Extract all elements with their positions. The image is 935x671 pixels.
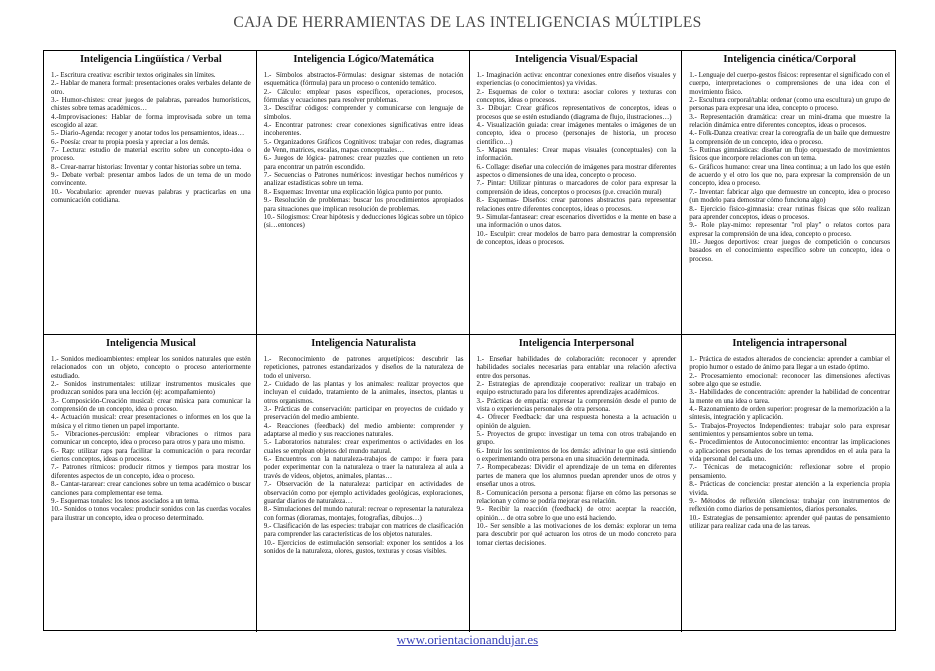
list-item: 3.- Dibujar: Crear gráficos representativos de conceptos, ideas o procesos que se estén estudiando (diagrama de flujo, ilustraciones…) bbox=[476, 104, 677, 121]
list-item: 2.- Escultura corporal/tabla: ordenar (como una escultura) un grupo de personas para expresar una idea, concepto o proceso. bbox=[689, 96, 890, 113]
list-item: 1.- Reconocimiento de patrones arquetípicos: descubrir las repeticiones, patrones estandarizados y diseños de la naturaleza de todo el universo. bbox=[263, 355, 464, 380]
cell-heading: Inteligencia cinética/Corporal bbox=[723, 54, 856, 65]
list-item: 9.- Clasificación de las especies: trabajar con matrices de clasificación para comprender las características de los objetos naturales. bbox=[263, 521, 464, 539]
list-item: 9.- Métodos de reflexión silenciosa: trabajar con instrumentos de reflexión como diarios de pensamientos, diarios personales. bbox=[689, 496, 890, 514]
list-item: 1.- Práctica de estados alterados de conciencia: aprender a cambiar el propio humor o estado de ánimo para llegar a un estado óptimo. bbox=[689, 355, 890, 372]
list-item: 3.- Descifrar códigos: comprender y comunicarse con lenguaje de símbolos. bbox=[263, 104, 464, 121]
list-item: 4.- Actuación musical: crear presentaciones o informes en los que la música y el ritmo tienen un papel importante. bbox=[51, 413, 251, 430]
list-item: 9.- Debate verbal: presentar ambos lados de un tema de un modo convincente. bbox=[51, 171, 251, 188]
list-item: 2.- Esquemas de color o textura: asociar colores y texturas con conceptos, ideas o procesos. bbox=[476, 87, 677, 105]
list-item: 8.- Crear-narrar historias: Inventar y contar historias sobre un tema. bbox=[51, 162, 242, 171]
list-item: 5.- Laboratorios naturales: crear experimentos o actividades en los cuales se emplean objetos del mundo natural. bbox=[263, 438, 464, 455]
list-item: 9.- Recibir la reacción (feedback) de otro: aceptar la reacción, opinión… de otra sobre lo que uno está haciendo. bbox=[476, 505, 677, 522]
list-item: 2.- Sonidos instrumentales: utilizar instrumentos musicales que produzcan sonidos para una lección (ej: acompañamiento) bbox=[51, 380, 251, 397]
list-item: 6.- Collage: diseñar una colección de imágenes para mostrar diferentes aspectos o dimensiones de una idea, concepto o proceso. bbox=[476, 162, 677, 180]
footer-link[interactable]: www.orientacionandujar.es bbox=[396, 632, 539, 647]
list-item: 8.- Cantar-tararear: crear canciones sobre un tema académico o buscar canciones para complementar ese tema. bbox=[51, 480, 251, 497]
list-item: 10.- Ejercicios de estimulación sensorial: exponer los sentidos a los sonidos de la naturaleza, olores, gustos, texturas y cosas visibles. bbox=[263, 538, 464, 555]
list-item: 9.- Esquemas tonales: los tonos asociados a un tema. bbox=[51, 496, 200, 505]
list-item: 8.- Simulaciones del mundo natural: recrear o representar la naturaleza con formas (dioramas, montajes, fotografías, dibujos…) bbox=[263, 505, 464, 522]
cell-heading: Inteligencia Interpersonal bbox=[518, 338, 634, 349]
cell-heading: Inteligencia Visual/Espacial bbox=[515, 54, 638, 65]
list-item: 1.- Escritura creativa: escribir textos originales sin límites. bbox=[51, 71, 216, 79]
list-item: 7.- Observación de la naturaleza: participar en actividades de observación como por ejemplo actividades geológicas, exploraciones, guardar diarios de naturaleza… bbox=[263, 480, 464, 505]
list-item: 10.- Silogismos: Crear hipótesis y deducciones lógicas sobre un tópico (si…entonces) bbox=[263, 212, 464, 230]
cell-naturalista bbox=[257, 335, 470, 632]
cell-heading: Inteligencia Lógico/Matemática bbox=[293, 54, 434, 65]
cell-heading: Inteligencia Musical bbox=[105, 338, 196, 349]
cell-visual-espacial bbox=[470, 51, 683, 335]
list-item: 6.- Rap: utilizar raps para facilitar la comunicación o para recordar ciertos conceptos, ideas o procesos. bbox=[51, 446, 251, 464]
list-item: 3.- Prácticas de conservación: participar en proyectos de cuidado y preservación del medio ambiente. bbox=[263, 405, 464, 422]
cell-heading: Inteligencia Lingüística / Verbal bbox=[80, 54, 222, 65]
list-item: 8.- Esquemas- Diseños: crear patrones abstractos para representar relaciones entre diferentes conceptos, ideas o procesos. bbox=[476, 196, 677, 213]
list-item: 7.- Pintar: Utilizar pinturas o marcadores de color para expresar la comprensión de ideas, conceptos o procesos (p.e. creación mural) bbox=[476, 179, 677, 196]
list-item: 3.- Prácticas de empatía: expresar la comprensión desde el punto de vista o experiencias personales de otra persona. bbox=[476, 396, 677, 414]
list-item: 4.-Improvisaciones: Hablar de forma improvisada sobre un tema escogido al azar. bbox=[51, 112, 251, 130]
list-item: 5.- Trabajos-Proyectos Independientes: trabajar solo para expresar sentimientos y pensamientos sobre un tema. bbox=[689, 421, 890, 439]
list-item: 3.- Composición-Creación musical: crear música para comunicar la comprensión de un concepto, idea o proceso. bbox=[51, 396, 251, 414]
list-item: 2.- Hablar de manera formal: presentaciones orales verbales delante de otro. bbox=[51, 79, 251, 96]
list-item: 4.- Razonamiento de orden superior: progresar de la memorización a la síntesis, integración y aplicación. bbox=[689, 405, 890, 422]
list-item: 1.- Símbolos abstractos-Fórmulas: designar sistemas de notación esquemática (fórmula) para un proceso o contenido temático. bbox=[263, 71, 464, 88]
list-item: 5.- Organizadores Gráficos Cognitivos: trabajar con redes, diagramas de Venn, matrices, escalas, mapas conceptuales… bbox=[263, 137, 464, 155]
list-item: 5.- Vibraciones-percusión: emplear vibraciones o ritmos para comunicar un concepto, idea o proceso para otros y para uno mismo. bbox=[51, 430, 251, 447]
list-item: 1.- Imaginación activa: encontrar conexiones entre diseños visuales y experiencias (o conocimientos) ya vividas. bbox=[476, 71, 677, 88]
list-item: 8.- Prácticas de conciencia: prestar atención a la experiencia propia vivida. bbox=[689, 480, 890, 497]
cell-cinetica-corporal bbox=[682, 51, 895, 335]
list-item: 6.- Intuir los sentimientos de los demás: adivinar lo que está sintiendo o experimentando otra persona en una situación determinada. bbox=[476, 446, 677, 464]
list-item: 9.- Simular-fantasear: crear escenarios divertidos e la mente en base a una información o unos datos. bbox=[476, 212, 677, 230]
cell-heading: Inteligencia Naturalista bbox=[311, 338, 416, 349]
list-item: 5.- Proyectos de grupo: investigar un tema con otros trabajando en grupo. bbox=[476, 430, 677, 447]
list-item: 6.- Juegos de lógica- patrones: crear puzzles que contienen un reto para encontrar un patrón escondido. bbox=[263, 154, 464, 171]
list-item: 1.- Enseñar habilidades de colaboración: reconocer y aprender habilidades sociales necesarias para entablar una relación afectiva entre dos personas. bbox=[476, 355, 677, 380]
list-item: 7.- Patrones rítmicos: producir ritmos y tiempos para mostrar los diferentes aspectos de un concepto, idea o proceso. bbox=[51, 463, 251, 480]
list-item: 7.- Inventar: fabricar algo que demuestre un concepto, idea o proceso (un modelo para demostrar cómo funciona algo) bbox=[689, 187, 890, 205]
list-item: 7.- Técnicas de metacognición: reflexionar sobre el propio pensamiento. bbox=[689, 463, 890, 480]
list-item: 9.- Resolución de problemas: buscar los procedimientos apropiados para situaciones que implican resolución de problemas. bbox=[263, 196, 464, 213]
list-item: 3.- Habilidades de concentración: aprender la habilidad de concentrar la mente en una idea o tarea. bbox=[689, 388, 890, 405]
list-item: 2.- Cuidado de las plantas y los animales: realizar proyectos que incluyan el cuidado, tratamiento de la animales, insectos, plantas u otros organismos. bbox=[263, 380, 464, 405]
cell-intrapersonal bbox=[682, 335, 895, 632]
list-item: 3.- Humor-chistes: crear juegos de palabras, pareados humorísticos, chistes sobre temas académicos… bbox=[51, 96, 251, 113]
list-item: 6.- Procedimientos de Autoconocimiento: encontrar las implicaciones o aplicaciones personales de los temas aprendidos en el aula para la vida personal del cada uno. bbox=[689, 438, 890, 464]
cell-musical bbox=[44, 335, 257, 632]
cell-interpersonal bbox=[470, 335, 683, 632]
list-item: 7.- Lectura: estudio de material escrito sobre un concepto-idea o proceso. bbox=[51, 146, 251, 163]
list-item: 9.- Role play-mimo: representar "rol play" o relatos cortos para expresar la comprensión de una idea, concepto o proceso. bbox=[689, 221, 890, 238]
list-item: 4.- Reacciones (feedback) del medio ambiente: comprender y adaptarse al medio y sus reacciones naturales. bbox=[263, 421, 464, 439]
list-item: 10.- Juegos deportivos: crear juegos de competición o concursos basados en el conocimiento específico sobre un concepto, idea o proceso. bbox=[689, 237, 890, 263]
list-item: 4.- Folk-Danza creativa: crear la coreografía de un baile que demuestre la comprensión de un concepto, idea o proceso. bbox=[689, 129, 890, 146]
list-item: 2.- Cálculo: emplear pasos específicos, operaciones, procesos, fórmulas y ecuaciones para resolver problemas. bbox=[263, 87, 464, 105]
list-item: 7.- Rompecabezas: Dividir el aprendizaje de un tema en diferentes partes de manera que los alumnos puedan aprender unos de otros y enseñar unos a otros. bbox=[476, 463, 677, 489]
list-item: 5.- Diario-Agenda: recoger y anotar todos los pensamientos, ideas… bbox=[51, 129, 245, 138]
list-item: 8.- Esquemas: Inventar una explicación lógica punto por punto. bbox=[263, 187, 443, 196]
list-item: 4.- Visualización guiada: crear imágenes mentales o imágenes de un concepto, idea o proceso (personajes de historia, un proceso científico…) bbox=[476, 121, 677, 146]
list-item: 6.- Poesía: crear tu propia poesía y apreciar a los demás. bbox=[51, 137, 210, 146]
intelligences-table bbox=[43, 50, 896, 631]
list-item: 8.- Comunicación persona a persona: fijarse en cómo las personas se relacionan y cómo se podría mejorar esa relación. bbox=[476, 488, 677, 505]
list-item: 10.- Vocabulario: aprender nuevas palabras y practicarlas en una comunicación cotidiana. bbox=[51, 187, 251, 205]
list-item: 1.- Sonidos medioambientes: emplear los sonidos naturales que estén relacionados con un objeto, concepto o proceso anteriormente estudiado. bbox=[51, 355, 251, 380]
list-item: 4.- Encontrar patrones: crear conexiones significativas entre ideas incoherentes. bbox=[263, 121, 464, 138]
list-item: 2.- Procesamiento emocional: reconocer las dimensiones afectivas sobre algo que se estudie. bbox=[689, 371, 890, 389]
list-item: 10.- Sonidos o tonos vocales: producir sonidos con las cuerdas vocales para ilustrar un concepto, idea o proceso determinado. bbox=[51, 505, 251, 522]
list-item: 5.- Rutinas gimnásticas: diseñar un flujo orquestado de movimientos físicos que incorpore relaciones con un tema. bbox=[689, 146, 890, 163]
list-item: 5.- Mapas mentales: Crear mapas visuales (conceptuales) con la información. bbox=[476, 146, 677, 163]
page-title: CAJA DE HERRAMIENTAS DE LAS INTELIGENCIAS MÚLTIPLES bbox=[233, 14, 702, 31]
list-item: 3.- Representación dramática: crear un mini-drama que muestre la relación dinámica entre diferentes conceptos, ideas o procesos. bbox=[689, 112, 890, 130]
list-item: 6.- Gráficos humano: crear una línea continua; a un lado los que estén de acuerdo y el otro los que no, para expresar la comprensión de un concepto, idea o proceso. bbox=[689, 162, 890, 188]
list-item: 6.- Encuentros con la naturaleza-trabajos de campo: ir fuera para poder experimentar con la naturaleza o traer la naturaleza al aula a través de vídeos, objetos, animales, plantas… bbox=[263, 455, 464, 480]
list-item: 10.- Estrategias de pensamiento: aprender qué pautas de pensamiento utilizar para realizar cada una de las tareas. bbox=[689, 513, 890, 530]
list-item: 7.- Secuencias o Patrones numéricos: investigar hechos numéricos y analizar estadísticas sobre un tema. bbox=[263, 171, 464, 188]
list-item: 10.- Ser sensible a las motivaciones de los demás: explorar un tema para descubrir por qué actuaron los otros de un modo concreto para tomar ciertas decisiones. bbox=[476, 521, 677, 547]
list-item: 2.- Estrategias de aprendizaje cooperativo: realizar un trabajo en equipo estructurado para los diferentes aprendizajes académicos. bbox=[476, 380, 677, 397]
list-item: 8.- Ejercicio físico-gimnasia: crear rutinas físicas que sólo realizan para aprender conceptos, ideas o procesos. bbox=[689, 204, 890, 221]
cell-logico-matematica bbox=[257, 51, 470, 335]
list-item: 4.- Ofrecer Feedback: dar una respuesta honesta a la actuación u opinión de alguien. bbox=[476, 413, 677, 430]
list-item: 10.- Esculpir: crear modelos de barro para demostrar la comprensión de conceptos, ideas o procesos. bbox=[476, 229, 677, 246]
list-item: 1.- Lenguaje del cuerpo-gestos físicos: representar el significado con el cuerpo, interpretaciones o comprensiones de una idea con el movimiento físico. bbox=[689, 71, 891, 96]
cell-linguistica bbox=[44, 51, 257, 335]
cell-heading: Inteligencia intrapersonal bbox=[732, 338, 847, 349]
